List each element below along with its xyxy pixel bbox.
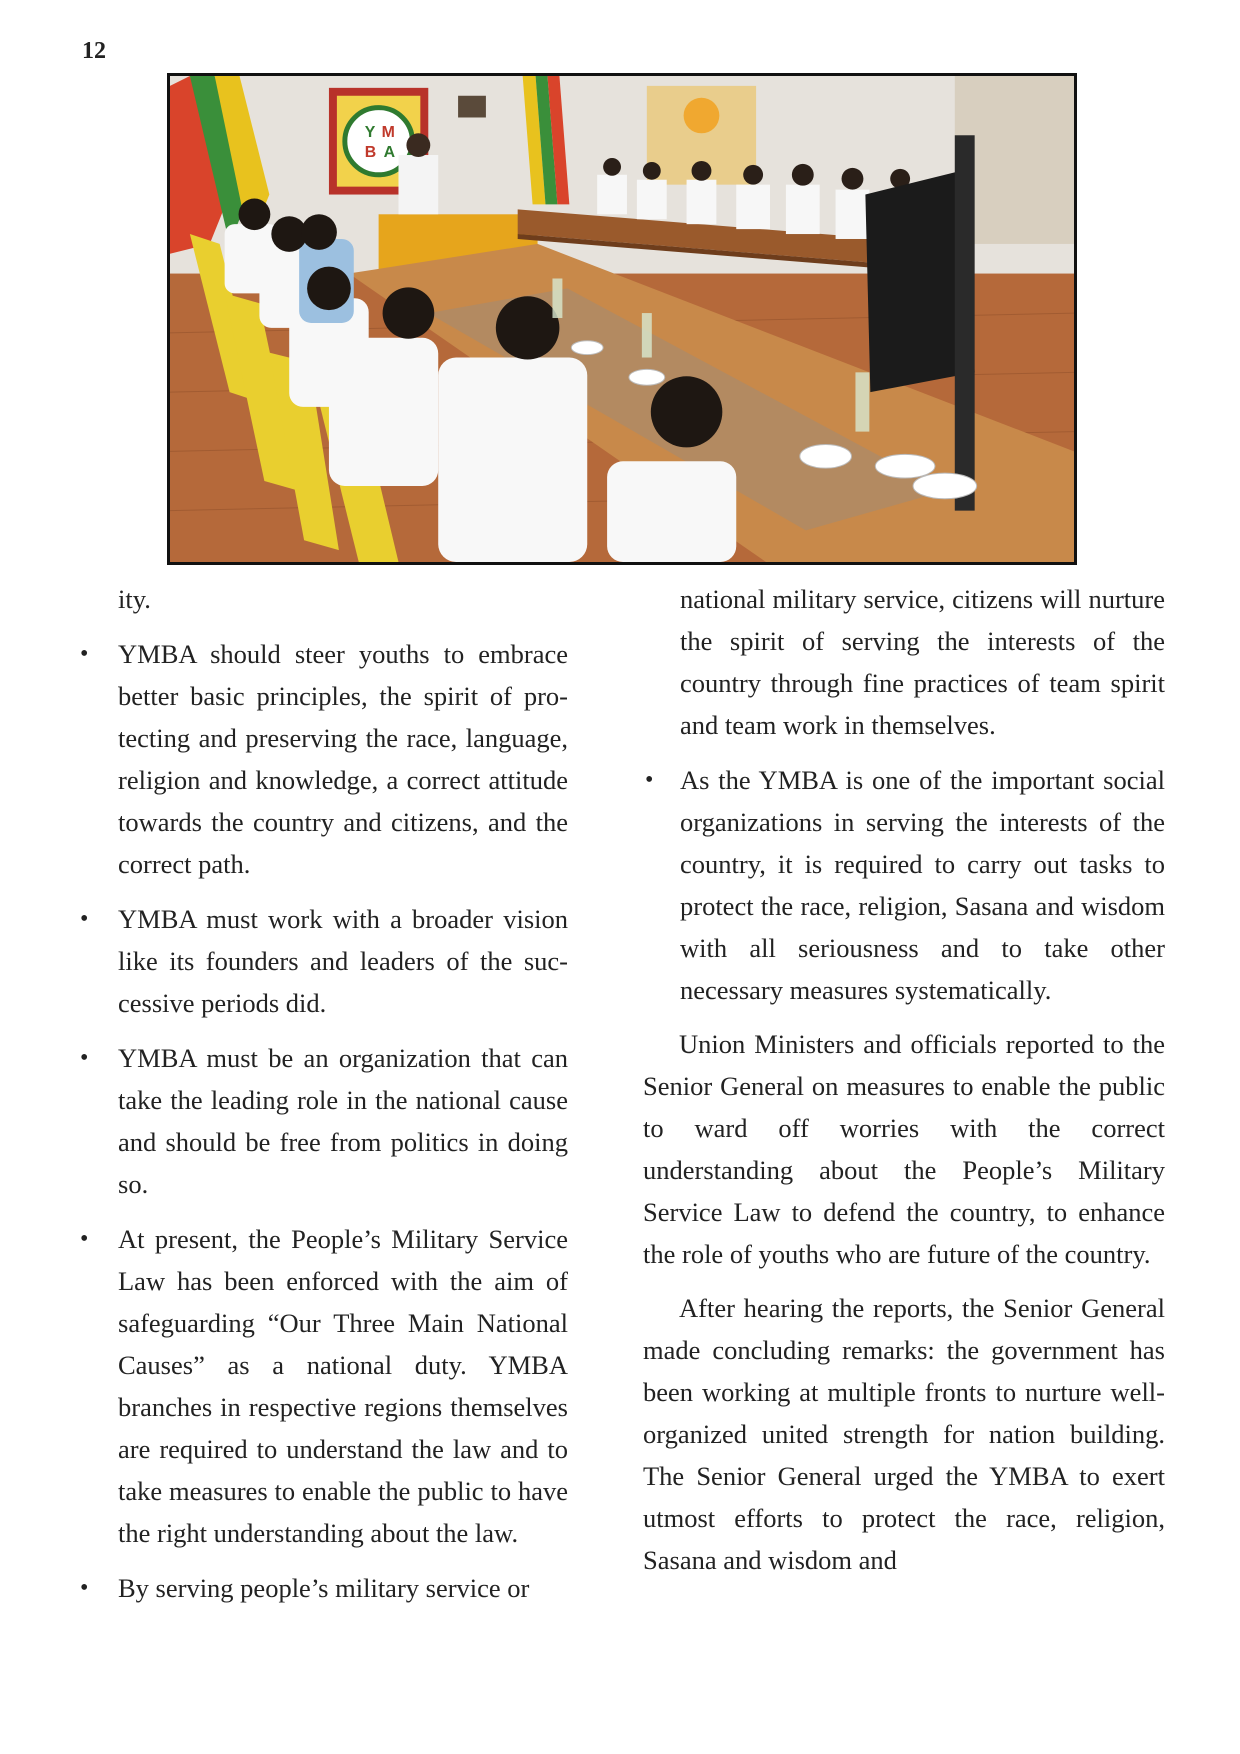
emblem-letter: M: [381, 124, 395, 142]
bullet-item: • At present, the People’s Military Service Law has been enforced with the aim of safeguarding “Our Three Main National Causes” as a national duty. YMBA branches in respective regions themselves are required to understand the law and to take measures to enable the public to have the right understanding about the law.: [78, 1218, 568, 1554]
bullet-item: • As the YMBA is one of the important social organizations in serving the interests of the country, it is required to carry out tasks to protect the race, religion, Sasana and wisdom with all seriousness and to take other necessary measures systematically.: [643, 759, 1165, 1011]
body-paragraph: Union Ministers and officials reported to the Senior General on measures to enable the public to ward off worries with the correct understanding about the People’s Military Service Law to defend the country, to enhance the role of youths who are future of the country.: [643, 1029, 1165, 1269]
bullet-item: • By serving people’s military service or: [78, 1567, 568, 1609]
emblem-letter: B: [364, 144, 377, 161]
bullet-item: • YMBA should steer youths to embrace better basic principles, the spirit of protecting and preserving the race, language, religion and knowledge, a correct attitude towards the country and citizens, and the correct path.: [78, 633, 568, 885]
emblem-letter: Y: [364, 124, 376, 142]
body-paragraph: After hearing the reports, the Senior General made concluding remarks: the government has been working at multiple fronts to nurture well-organized united strength for nation building. The Senior General urged the YMBA to exert utmost efforts to protect the race, religion, Sasana and wisdom and: [643, 1293, 1165, 1575]
right-bullet-list: [643, 759, 1165, 1011]
right-column: [643, 578, 1165, 1581]
bullet-item: • YMBA must be an organization that can take the leading role in the national cause and should be free from politics in doing so.: [78, 1037, 568, 1205]
left-column: [78, 578, 568, 1609]
left-bullet-list: [78, 633, 568, 1609]
meeting-photo-illustration: [170, 76, 1074, 562]
bullet-item: • YMBA must work with a broader vision like its founders and leaders of the successive periods did.: [78, 898, 568, 1024]
emblem-letter: A: [383, 144, 396, 161]
page-number: 12: [82, 38, 106, 64]
left-continuation-text: ity.: [118, 584, 151, 614]
ymba-meeting-photo: [167, 73, 1077, 565]
right-continuation-text: national military service, citizens will nurture the spirit of serving the interests of the country through fine practices of team spirit and team work in themselves.: [680, 584, 1165, 740]
